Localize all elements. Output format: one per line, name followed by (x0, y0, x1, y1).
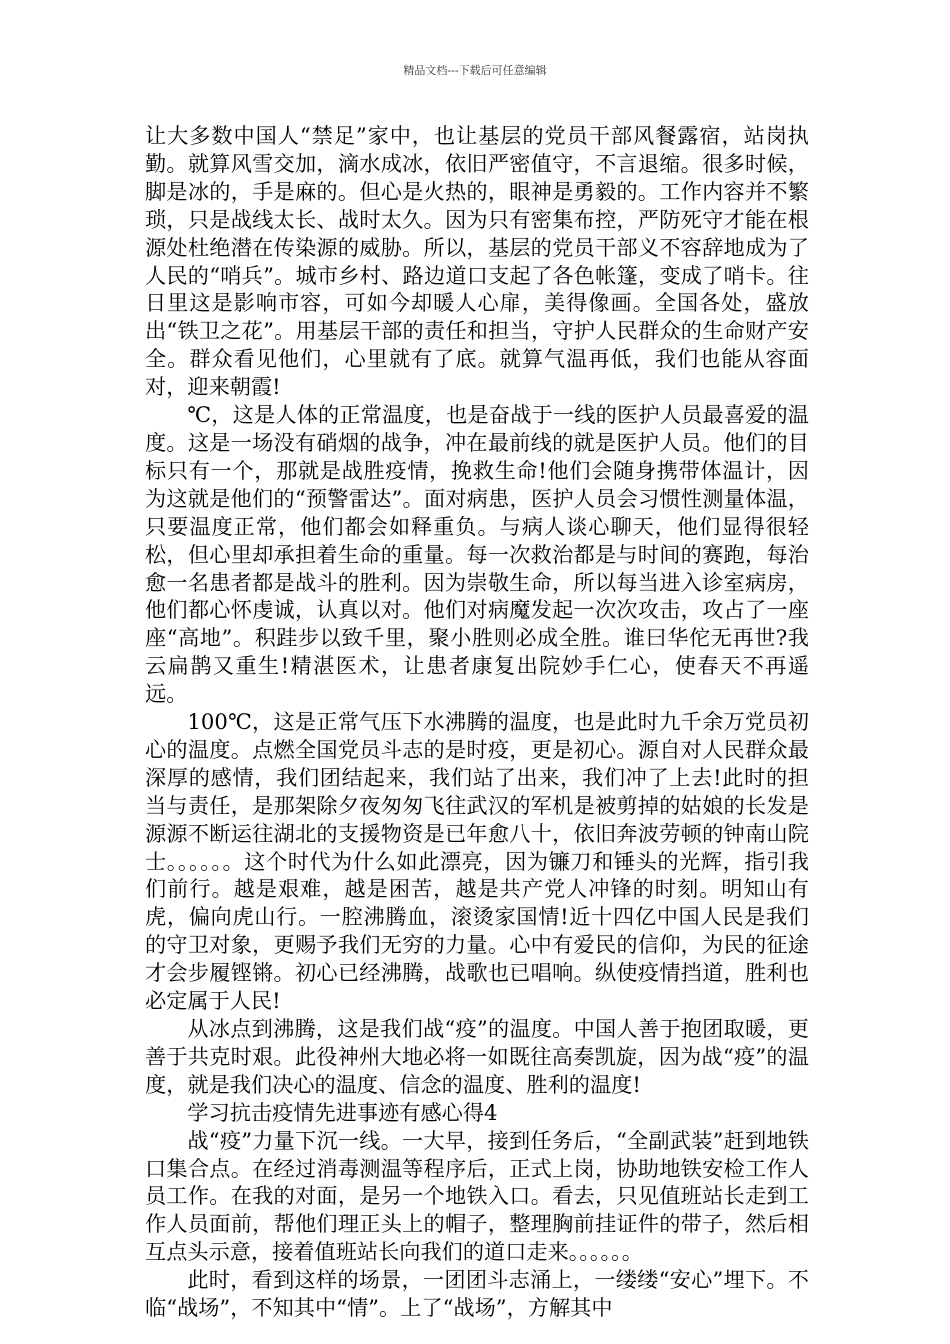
section-heading: 学习抗击疫情先进事迹有感心得4 (187, 1099, 498, 1125)
paragraph-body-temperature: ℃，这是人体的正常温度，也是奋战于一线的医护人员最喜爱的温度。这是一场没有硝烟的战争，冲在最前线的就是医护人员。他们的目标只有一个，那就是战胜疫情，挽救生命!他们会随身携带体温计，因为这就是他们的“预警雷达”。面对病患，医护人员会习惯性测量体温，只要温度正常，他们都会如释重负。与病人谈心聊天，他们显得很轻松，但心里却承担着生命的重量。每一次救治都是与时间的赛跑，每治愈一名患者都是战斗的胜利。因为崇敬生命，所以每当进入诊室病房，他们都心怀虔诚，认真以对。他们对病魔发起一次次攻击，攻占了一座座“高地”。积跬步以致千里，聚小胜则必成全胜。谁曰华佗无再世?我云扁鹊又重生!精湛医术，让患者康复出院妙手仁心，使春天不再遥远。 (145, 402, 809, 707)
document-body (145, 122, 809, 1322)
paragraph-continuation: 让大多数中国人“禁足”家中，也让基层的党员干部风餐露宿，站岗执勤。就算风雪交加，滴水成冰，依旧严密值守，不言退缩。很多时候，脚是冰的，手是麻的。但心是火热的，眼神是勇毅的。工作内容并不繁琐，只是战线太长、战时太久。因为只有密集布控，严防死守才能在根源处杜绝潜在传染源的威胁。所以，基层的党员干部义不容辞地成为了人民的“哨兵”。城市乡村、路边道口支起了各色帐篷，变成了哨卡。往日里这是影响市容，可如今却暖人心扉，美得像画。全国各处，盛放出“铁卫之花”。用基层干部的责任和担当，守护人民群众的生命财产安全。群众看见他们，心里就有了底。就算气温再低，我们也能从容面对，迎来朝霞! (145, 123, 809, 400)
paragraph-scene: 此时，看到这样的场景，一团团斗志涌上，一缕缕“安心”埋下。不临“战场”，不知其中“情”。上了“战场”，方解其中 (145, 1267, 809, 1321)
page-header: 精品文档---下载后可任意编辑 (403, 64, 547, 77)
paragraph-boiling-point: 100℃，这是正常气压下水沸腾的温度，也是此时九千余万党员初心的温度。点燃全国党员斗志的是时疫，更是初心。源自对人民群众最深厚的感情，我们团结起来，我们站了出来，我们冲了上去!此时的担当与责任，是那架除夕夜匆匆飞往武汉的军机是被剪掉的姑娘的长发是源源不断运往湖北的支援物资是已年愈八十，依旧奔波劳顿的钟南山院士。。。。。。这个时代为什么如此漂亮，因为镰刀和锤头的光辉，指引我们前行。越是艰难，越是困苦，越是共产党人冲锋的时刻。明知山有虎，偏向虎山行。一腔沸腾血，滚烫家国情!近十四亿中国人民是我们的守卫对象，更赐予我们无穷的力量。心中有爱民的信仰，为民的征途才会步履铿锵。初心已经沸腾，战歌也已唱响。纵使疫情挡道，胜利也必定属于人民! (145, 709, 809, 1014)
paragraph-conclusion: 从冰点到沸腾，这是我们战“疫”的温度。中国人善于抱团取暖，更善于共克时艰。此役神州大地必将一如既往高奏凯旋，因为战“疫”的温度，就是我们决心的温度、信念的温度、胜利的温度! (145, 1016, 809, 1097)
paragraph-subway-duty: 战“疫”力量下沉一线。一大早，接到任务后，“全副武装”赶到地铁口集合点。在经过消毒测温等程序后，正式上岗，协助地铁安检工作人员工作。在我的对面，是另一个地铁入口。看去，只见值班站长走到工作人员面前，帮他们理正头上的帽子，整理胸前挂证件的带子，然后相互点头示意，接着值班站长向我们的道口走来。。。。。。 (145, 1127, 809, 1265)
